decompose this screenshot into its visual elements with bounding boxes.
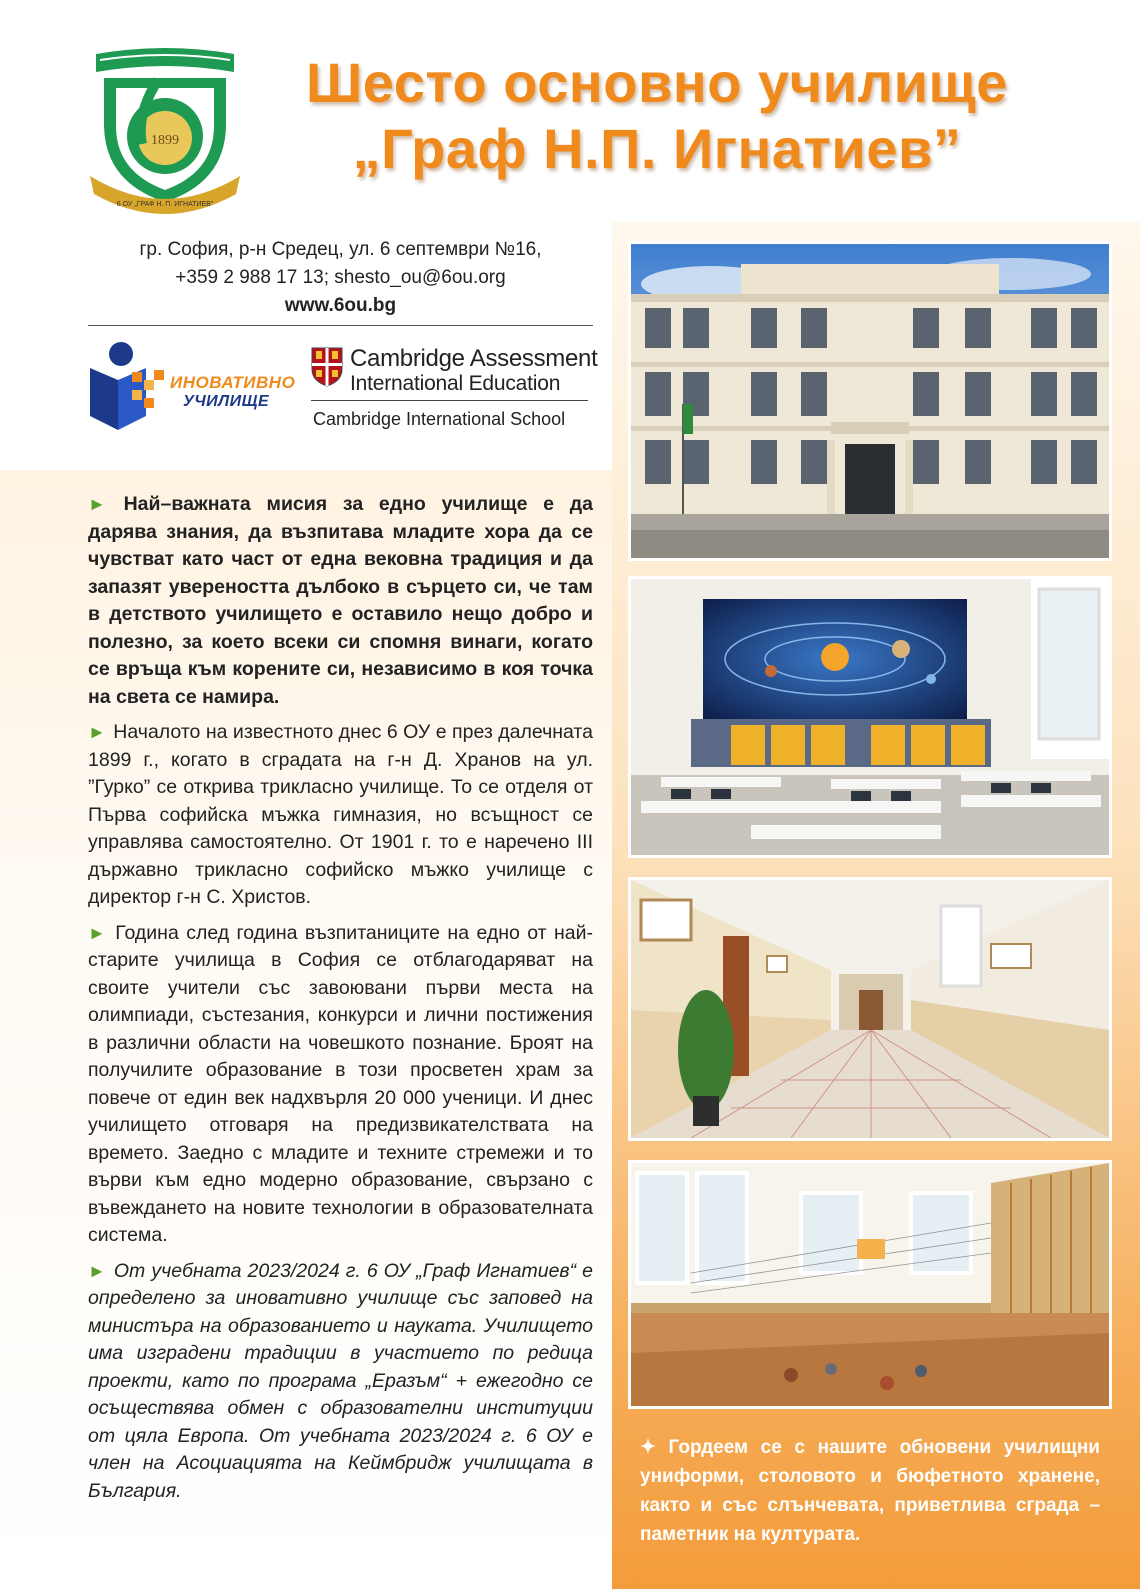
contact-block [88, 236, 593, 320]
phone-email: +359 2 988 17 13; shesto_ou@6ou.org [175, 267, 506, 288]
photo-gym [628, 1160, 1112, 1409]
bullet-arrow-icon: ► [88, 494, 106, 514]
cambridge-divider [311, 400, 588, 401]
logo-ribbon-text: 6 ОУ „ГРАФ Н. П. ИГНАТИЕВ” [116, 201, 214, 208]
cambridge-subtitle: International Education [350, 372, 561, 395]
photo-school-building [628, 241, 1112, 561]
page-title [292, 50, 1022, 182]
title-line-1: Шесто основно училище [306, 51, 1008, 114]
photo-caption: ✦ Гордеем се с нашите обновени училищни униформи, столовото и бюфетното хранене, както и със слънчевата, приветлива сграда – паметник на културата. [640, 1437, 1100, 1545]
innovative-label-1: ИНОВАТИВНО [170, 373, 296, 392]
bullet-arrow-icon: ► [88, 1260, 106, 1281]
article-body [88, 491, 593, 1513]
photo-classroom [628, 576, 1112, 858]
logo-year: 1899 [151, 133, 179, 148]
website-link[interactable]: www.6ou.bg [284, 295, 397, 316]
title-line-2: „Граф Н.П. Игнатиев” [352, 117, 962, 180]
paragraph-achievements-text: Година след година възпитаниците на едно от най-старите училища в София се отблагодаряват на своите учители със завоювани първи места на олимпиади, състезания, конкурси и лични постижения в различни области на човешкото познание. Броят на получилите образование в този просветен храм за повече от един век надхвърля 20 000 ученици. И днес училището отговаря на предизвикателствата на времето. Заедно с младите и техните стремежи и то върви към едно модерно образование, свързано с въвеждането на новите технологии в образователната система. [88, 921, 593, 1246]
photo-corridor [628, 877, 1112, 1141]
cambridge-school-label: Cambridge International School [313, 409, 566, 429]
address: гр. София, р-н Средец, ул. 6 септември №16, [139, 239, 542, 260]
innovative-label-2: УЧИЛИЩЕ [183, 393, 270, 410]
cambridge-title: Cambridge Assessment [350, 345, 598, 372]
paragraph-mission [88, 491, 593, 711]
bullet-arrow-icon: ► [88, 722, 106, 742]
bullet-arrow-icon: ► [88, 922, 106, 943]
paragraph-mission-text: Най–важната мисия за едно училище е да дарява знания, да възпитава младите хора да се чувстват като част от една вековна традиция и да запазят увереността дълбоко в сърцето си, че там в детството училището е оставило нещо добро и полезно, за което всеки си спомня винаги, когато се връща към корените си, независимо в коя точка на света се намира. [88, 493, 593, 708]
cambridge-shield-icon [311, 347, 343, 387]
school-logo [86, 44, 244, 220]
paragraph-history-text: Началото на известното днес 6 ОУ е през далечната 1899 г., когато в сградата на г-н Д. Хранов на ул. ”Гурко” се открива трикласно училище. То се отделя от Първа софийска мъжка гимназия, но всъщност се управлява самостоятелно. От 1901 г. то е наречено III държавно трикласно софийско мъжко училище с директор г-н С. Христов. [88, 721, 593, 908]
paragraph-innovation [88, 1258, 593, 1506]
paragraph-innovation-text: От учебната 2023/2024 г. 6 ОУ „Граф Игнатиев“ е определено за иновативно училище със заповед на министъра на образованието и науката. Училището има изградени традиции в участието по редица проекти, като по програма „Еразъм“ + ежегодно се осъществява обмен с образователни институции от цяла Европа. От учебната 2023/2024 г. 6 ОУ е член на Асоциацията на Кеймбридж училищата в България. [88, 1259, 594, 1502]
divider [88, 325, 593, 326]
paragraph-history [88, 719, 593, 912]
paragraph-achievements [88, 920, 593, 1250]
